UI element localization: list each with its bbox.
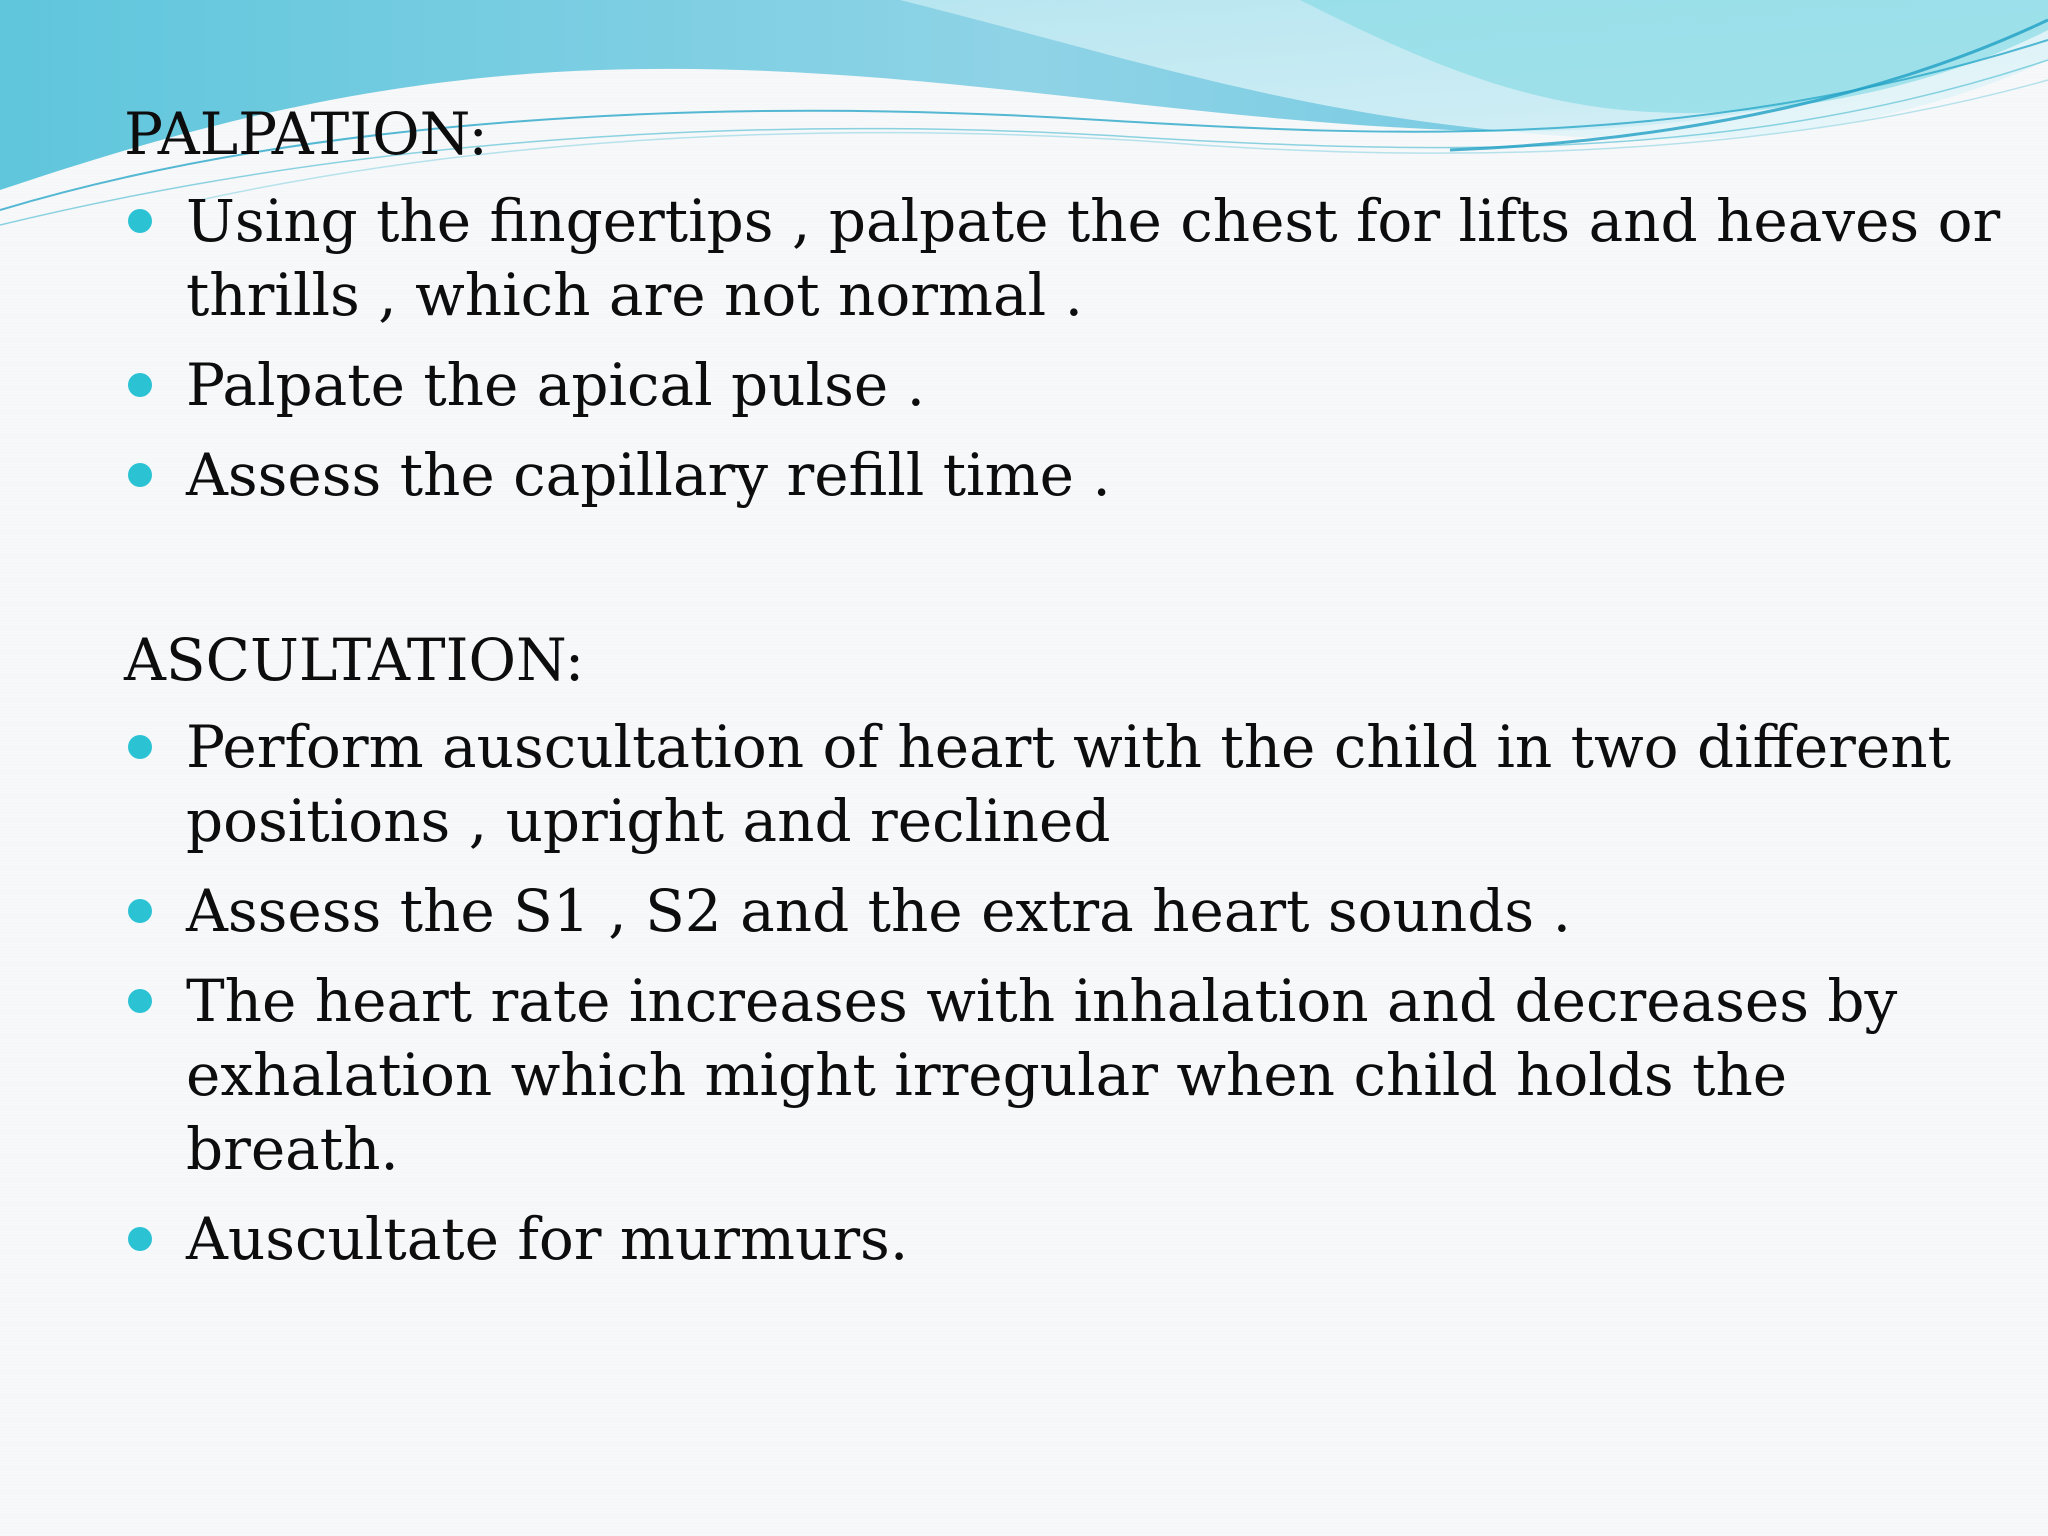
bullet-text: Using the fingertips , palpate the chest for lifts and heaves or thrills , which are not normal .: [186, 187, 2001, 329]
list-item: [124, 184, 2004, 332]
section-heading-ascultation: ASCULTATION:: [124, 626, 585, 694]
list-item: [124, 964, 2004, 1186]
list-item: [124, 710, 2004, 858]
list-item: [124, 1202, 2004, 1276]
bullet-dot-icon: [128, 735, 152, 759]
section-heading-palpation: PALPATION:: [124, 100, 488, 168]
bullet-dot-icon: [128, 1227, 152, 1251]
bullet-dot-icon: [128, 899, 152, 923]
palpation-bullet-list: [124, 184, 2004, 512]
bullet-text: Palpate the apical pulse .: [186, 351, 926, 419]
bullet-text: Auscultate for murmurs.: [186, 1205, 909, 1273]
slide-content: [124, 98, 2004, 1292]
bullet-dot-icon: [128, 209, 152, 233]
bullet-text: Perform auscultation of heart with the child in two different positions , upright and reclined: [186, 713, 1951, 855]
bullet-text: Assess the S1 , S2 and the extra heart sounds .: [186, 877, 1572, 945]
list-item: [124, 874, 2004, 948]
ascultation-bullet-list: [124, 710, 2004, 1276]
bullet-text: The heart rate increases with inhalation and decreases by exhalation which might irregular when child holds the breath.: [186, 967, 1898, 1183]
bullet-dot-icon: [128, 463, 152, 487]
list-item: [124, 348, 2004, 422]
bullet-text: Assess the capillary refill time .: [186, 441, 1111, 509]
list-item: [124, 438, 2004, 512]
bullet-dot-icon: [128, 989, 152, 1013]
bullet-dot-icon: [128, 373, 152, 397]
